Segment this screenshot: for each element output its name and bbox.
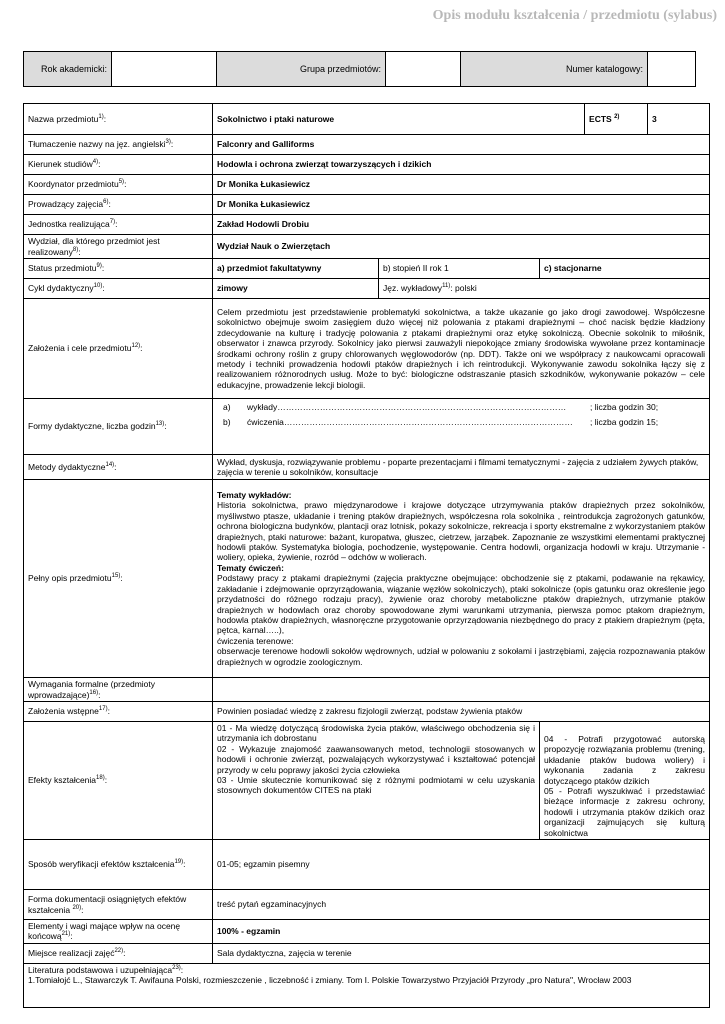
catalog-number-field[interactable] xyxy=(648,52,696,87)
faculty-label: Wydział, dla którego przedmiot jest realizowany$^{8)}$: xyxy=(24,235,213,259)
outcomes-col-1 xyxy=(213,722,540,840)
english-name-label: Tłumaczenie nazwy na jęz. angielski$^{3)}$: xyxy=(24,135,213,155)
row-verification xyxy=(24,840,710,890)
cycle-value: zimowy xyxy=(213,279,379,299)
row-full-description xyxy=(24,480,710,678)
literature-cell xyxy=(24,963,710,1007)
field-exercises-heading: ćwiczenia terenowe: xyxy=(217,635,294,646)
exercises-heading: Tematy ćwiczeń: xyxy=(217,562,284,573)
prerequisites-value: Powinien posiadać wiedzę z zakresu fizjologii zwierząt, podstaw żywienia ptaków xyxy=(213,702,710,722)
field-of-study-value: Hodowla i ochrona zwierząt towarzyszących i dzikich xyxy=(213,155,710,175)
row-goals xyxy=(24,299,710,399)
row-status xyxy=(24,259,710,279)
literature-value: 1.Tomiałojć L., Stawarczyk T. Awifauna Polski, rozmieszczenie , liczebność i zmiany. Tom I. Polskie Towarzystwo Przyjaciół Przyrody „pro Natura", Wrocław 2003 xyxy=(28,975,632,986)
row-grading xyxy=(24,920,710,944)
ects-value: 3 xyxy=(648,104,710,135)
catalog-number-label: Numer katalogowy: xyxy=(461,52,648,87)
instructor-label: Prowadzący zajęcia$^{6)}$: xyxy=(24,195,213,215)
subject-group-label: Grupa przedmiotów: xyxy=(217,52,386,87)
row-location xyxy=(24,943,710,963)
prerequisites-label: Założenia wstępne$^{17)}$: xyxy=(24,702,213,722)
coordinator-label: Koordynator przedmiotu$^{5)}$: xyxy=(24,175,213,195)
forms-label: Formy dydaktyczne, liczba godzin$^{13)}$: xyxy=(24,399,213,455)
row-requirements xyxy=(24,678,710,702)
subject-group-field[interactable] xyxy=(386,52,461,87)
outcomes-col-2 xyxy=(540,722,710,840)
course-name-label: Nazwa przedmiotu$^{1)}$: xyxy=(24,104,213,135)
course-name-value: Sokolnictwo i ptaki naturowe xyxy=(213,104,585,135)
row-faculty xyxy=(24,235,710,259)
outcome-02: 02 - Wykazuje znajomość zaawansowanych metod, technologii stosowanych w hodowli i ochronie zwierząt, pozwalających wykorzystywać i kształtować potencjał przyrody w celu poprawy jakości życia człowieka xyxy=(217,743,535,775)
requirements-value xyxy=(213,678,710,702)
language-field: Jęz. wykładowy$^{11)}$: polski xyxy=(379,279,710,299)
row-unit xyxy=(24,215,710,235)
row-coordinator xyxy=(24,175,710,195)
row-field-of-study xyxy=(24,155,710,175)
english-name-value: Falconry and Galliforms xyxy=(213,135,710,155)
outcome-01: 01 - Ma wiedzę dotyczącą środowiska życia ptaków, właściwego obchodzenia się i utrzymania ich dobrostanu xyxy=(217,723,535,744)
methods-value: Wykład, dyskusja, rozwiązywanie problemu - poparte prezentacjami i filmami tematycznymi - zajęcia z udziałem żywych ptaków, zajęcia w terenie u sokolników, konsultacje xyxy=(213,455,710,480)
documentation-value: treść pytań egzaminacyjnych xyxy=(213,890,710,920)
coordinator-value: Dr Monika Łukasiewicz xyxy=(213,175,710,195)
status-label: Status przedmiotu$^{9)}$: xyxy=(24,259,213,279)
grading-value: 100% - egzamin xyxy=(213,920,710,944)
ects-label: ECTS $^{2)}$ xyxy=(585,104,648,135)
learning-outcomes-label: Efekty kształcenia$^{18)}$: xyxy=(24,722,213,840)
lectures-heading: Tematy wykładów: xyxy=(217,490,292,501)
faculty-value: Wydział Nauk o Zwierzętach xyxy=(213,235,710,259)
row-prerequisites xyxy=(24,702,710,722)
full-description-value xyxy=(213,480,710,678)
row-course-name xyxy=(24,104,710,135)
row-learning-outcomes xyxy=(24,722,710,840)
row-forms xyxy=(24,399,710,455)
unit-label: Jednostka realizująca$^{7)}$: xyxy=(24,215,213,235)
grading-label: Elementy i wagi mające wpływ na ocenę końcową$^{21)}$: xyxy=(24,920,213,944)
unit-value: Zakład Hodowli Drobiu xyxy=(213,215,710,235)
verification-label: Sposób weryfikacji efektów kształcenia$^{19)}$: xyxy=(24,840,213,890)
documentation-label: Forma dokumentacji osiągniętych efektów kształcenia $^{20)}$: xyxy=(24,890,213,920)
lectures-text: Historia sokolnictwa, prawo międzynarodowe i krajowe dotyczące utrzymywania ptaków drapieżnych przez sokolników, myśliwstwo ptasze, układanie i trening ptaków drapieżnych, współczesna rola sokolnika , reintrodukcja zagrożonych gatunków, ochrona biologiczna budynków, plantacji oraz lotnisk, pokazy sokolnicze, rekreacja i sporty ekstremalne z wykorzystaniem ptaków drapieżnych, ptaki naturowe: bażant, kuropatwa, głuszec, cietrzew, jarząbek. Zapoznanie ze wszystkimi elementami praktycznej hodowli ptaków. Systematyka biologia, pochodzenie, występowanie. Centra hodowli, organizacja hodowli w kraju. Utrzymanie - woliery, opieka, żywienie, rozród – odchów w wolierach. xyxy=(217,500,706,563)
field-exercises-text: obserwacje terenowe hodowli sokołów wędrownych, udział w polowaniu z sokołami i jastrzębiami, zajęcia rozpoznawania ptaków drapieżnych w ogrodzie zoologicznym. xyxy=(217,646,706,667)
exercises-text: Podstawy pracy z ptakami drapieżnymi (zajęcia praktyczne obejmujące: obchodzenie się z ptakami, podawanie na rękawicy, zakładanie i zdejmowanie oprzyrządowania, wiązanie węzłów sokolniczych), ptaki sokolnicze (opis gatunku oraz określenie jego przydatności do różnego rodzaju pracy), żywienie oraz choroby metaboliczne ptaków drapieżnych, utrzymanie ptaków drapieżnych w hodowlach oraz choroby spowodowane złymi warunkami utrzymania, pierwsza pomoc ptakom drapieżnym, hodowla ptaków drapieżnych, własnoręczne przygotowanie oprzyrządowania niezbędnego do pracy z ptakiem drapieżnym (pęta, pętca, karnal…..), xyxy=(217,573,706,636)
forms-value xyxy=(213,399,710,455)
row-english-name xyxy=(24,135,710,155)
document-title: Opis modułu kształcenia / przedmiotu (sylabus) xyxy=(432,8,717,23)
literature-label: Literatura podstawowa i uzupełniająca$^{23)}$: xyxy=(28,964,184,975)
cycle-label: Cykl dydaktyczny$^{10)}$: xyxy=(24,279,213,299)
row-literature xyxy=(24,963,710,1007)
requirements-label: Wymagania formalne (przedmioty wprowadzające)$^{16)}$: xyxy=(24,678,213,702)
field-of-study-label: Kierunek studiów$^{4)}$: xyxy=(24,155,213,175)
location-value: Sala dydaktyczna, zajęcia w terenie xyxy=(213,943,710,963)
goals-value: Celem przedmiotu jest przedstawienie problematyki sokolnictwa, a także ukazanie go jako drogi zawodowej. Współczesne sokolnictwo obejmuje swoim zasięgiem dużo więcej niż polowania z ptakami drapieżnymi – choć nacisk będzie kładziony zdecydowanie na kulturę i tradycję polowania z ptakami drapieżnymi oraz etykę sokolniczą. Obecnie sokolnik to miłośnik, obserwator i znawca przyrody. Sokolnicy jako pierwsi zauważyli niepokojące zmiany środowiska wywołane przez kontaminacje środkami ochrony roślin z grupy chlorowanych węglowodorów (np. DDT). Także oni we współpracy z naukowcami opracowali metody i techniki prowadzenia hodowli ptaków drapieżnych i ich reintrodukcji. Wykonywanie zawodu sokolnika łączy się z realizowaniem różnorodnych usług. Może to być: biologiczne odstraszanie ptasich szkodników, wykonywanie pokazów – cele edukacyjne, prowadzenie lekcji biologii. xyxy=(213,299,710,399)
status-level: b) stopień II rok 1 xyxy=(379,259,540,279)
outcome-03: 03 - Umie skutecznie komunikować się z różnymi podmiotami w celu uzyskania stosownych dokumentów CITES na ptaki xyxy=(217,775,535,796)
academic-year-field[interactable] xyxy=(112,52,217,87)
location-label: Miejsce realizacji zajęć$^{22)}$: xyxy=(24,943,213,963)
goals-label: Założenia i cele przedmiotu$^{12)}$: xyxy=(24,299,213,399)
row-cycle xyxy=(24,279,710,299)
verification-value: 01-05; egzamin pisemny xyxy=(213,840,710,890)
forms-exercise-line: b) ćwiczenia ………………………………………………………………………………………… ; liczba godzin 15; xyxy=(223,417,659,428)
status-mode: c) stacjonarne xyxy=(540,259,710,279)
methods-label: Metody dydaktyczne$^{14)}$: xyxy=(24,455,213,480)
instructor-value: Dr Monika Łukasiewicz xyxy=(213,195,710,215)
syllabus-table xyxy=(23,103,710,1008)
full-description-label: Pełny opis przedmiotu$^{15)}$: xyxy=(24,480,213,678)
row-methods xyxy=(24,455,710,480)
academic-year-label: Rok akademicki: xyxy=(24,52,112,87)
outcome-04: 04 - Potrafi przygotować autorską propozycję rozwiązania problemu (trening, układanie ptaków budowa woliery) i wykonania zadania z zakresu dotyczącego ptaków dzikich xyxy=(544,734,706,786)
forms-lecture-line: a) wykłady ………………………………………………………………………………………… ; liczba godzin 30; xyxy=(223,402,659,412)
row-documentation xyxy=(24,890,710,920)
catalog-info-table xyxy=(23,51,696,87)
outcome-05: 05 - Potrafi wyszukiwać i przedstawiać bieżące informacje z zakresu ochrony, hodowli i utrzymania ptaków dzikich oraz organizacji zajmujących się kulturą sokolnictwa xyxy=(544,786,706,838)
status-type: a) przedmiot fakultatywny xyxy=(213,259,379,279)
row-instructor xyxy=(24,195,710,215)
